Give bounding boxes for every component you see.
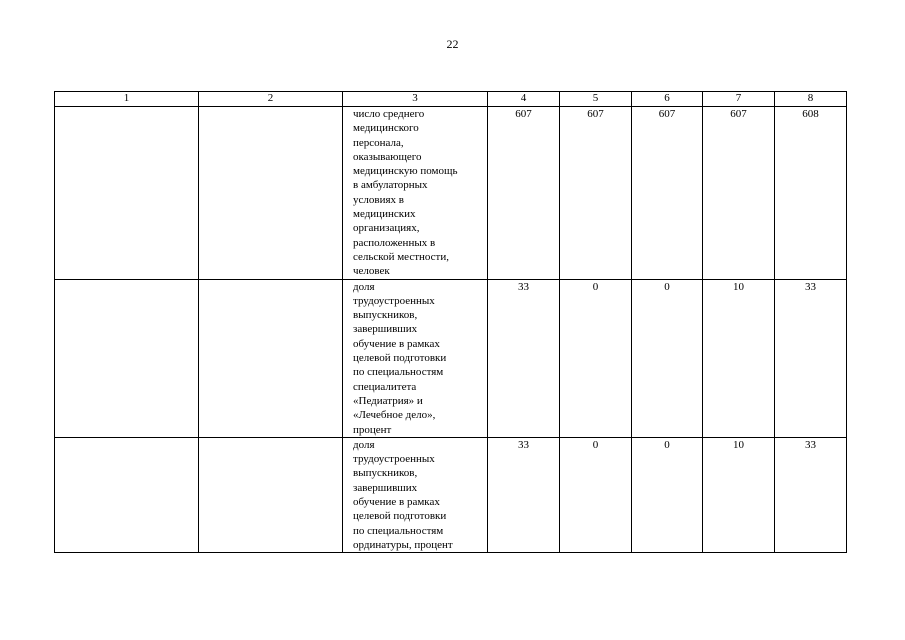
- description-line: «Педиатрия» и: [353, 394, 423, 407]
- cell-value-col5: 0: [560, 279, 632, 437]
- cell-col1: [55, 107, 199, 280]
- description-line: доля: [353, 280, 375, 293]
- description-line: ординатуры, процент: [353, 538, 453, 551]
- header-cell-8: 8: [775, 92, 847, 107]
- cell-value-col7: 10: [703, 279, 775, 437]
- cell-value-col7: 607: [703, 107, 775, 280]
- description-line: медицинскую помощь: [353, 165, 458, 178]
- table-row: [55, 279, 847, 437]
- description-line: доля: [353, 438, 375, 451]
- description-line: трудоустроенных: [353, 294, 435, 307]
- table-row: [55, 437, 847, 552]
- cell-value-col8: 33: [775, 279, 847, 437]
- description-line: по специальностям: [353, 524, 444, 537]
- description-line: обучение в рамках: [353, 337, 440, 350]
- description-line: оказывающего: [353, 150, 422, 163]
- header-cell-2: 2: [199, 92, 343, 107]
- cell-value-col6: 0: [632, 437, 703, 552]
- cell-col2: [199, 107, 343, 280]
- description-line: выпускников,: [353, 467, 418, 480]
- description-line: медицинских: [353, 208, 416, 221]
- description-line: условиях в: [353, 193, 404, 206]
- description-line: завершивших: [353, 481, 418, 494]
- page-number: 22: [446, 37, 459, 51]
- description-line: персонала,: [353, 136, 404, 149]
- description-line: организациях,: [353, 222, 420, 235]
- cell-description: [343, 107, 488, 280]
- description-line: специалитета: [353, 380, 417, 393]
- cell-value-col8: 608: [775, 107, 847, 280]
- header-cell-6: 6: [632, 92, 703, 107]
- header-cell-5: 5: [560, 92, 632, 107]
- description-line: выпускников,: [353, 309, 418, 322]
- cell-value-col5: 607: [560, 107, 632, 280]
- description-line: процент: [353, 423, 392, 436]
- cell-col2: [199, 437, 343, 552]
- description-line: расположенных в: [353, 236, 436, 249]
- header-cell-1: 1: [55, 92, 199, 107]
- header-cell-7: 7: [703, 92, 775, 107]
- description-line: трудоустроенных: [353, 453, 435, 466]
- table-row: [55, 107, 847, 280]
- description-line: медицинского: [353, 122, 419, 135]
- cell-col1: [55, 279, 199, 437]
- cell-value-col4: 607: [488, 107, 560, 280]
- description-line: человек: [353, 265, 390, 278]
- header-cell-3: 3: [343, 92, 488, 107]
- data-table: [54, 91, 847, 553]
- description-line: «Лечебное дело»,: [353, 409, 436, 422]
- description-line: завершивших: [353, 323, 418, 336]
- cell-value-col6: 0: [632, 279, 703, 437]
- cell-value-col8: 33: [775, 437, 847, 552]
- description-line: по специальностям: [353, 366, 444, 379]
- cell-value-col4: 33: [488, 279, 560, 437]
- cell-value-col6: 607: [632, 107, 703, 280]
- description-line: целевой подготовки: [353, 510, 447, 523]
- header-cell-4: 4: [488, 92, 560, 107]
- cell-col2: [199, 279, 343, 437]
- description-line: целевой подготовки: [353, 352, 447, 365]
- description-line: число среднего: [353, 108, 425, 120]
- cell-value-col4: 33: [488, 437, 560, 552]
- description-line: в амбулаторных: [353, 179, 428, 192]
- description-line: обучение в рамках: [353, 496, 440, 509]
- table-header-row: [55, 92, 847, 107]
- cell-col1: [55, 437, 199, 552]
- cell-value-col5: 0: [560, 437, 632, 552]
- cell-description: [343, 279, 488, 437]
- cell-value-col7: 10: [703, 437, 775, 552]
- description-line: сельской местности,: [353, 250, 450, 263]
- cell-description: [343, 437, 488, 552]
